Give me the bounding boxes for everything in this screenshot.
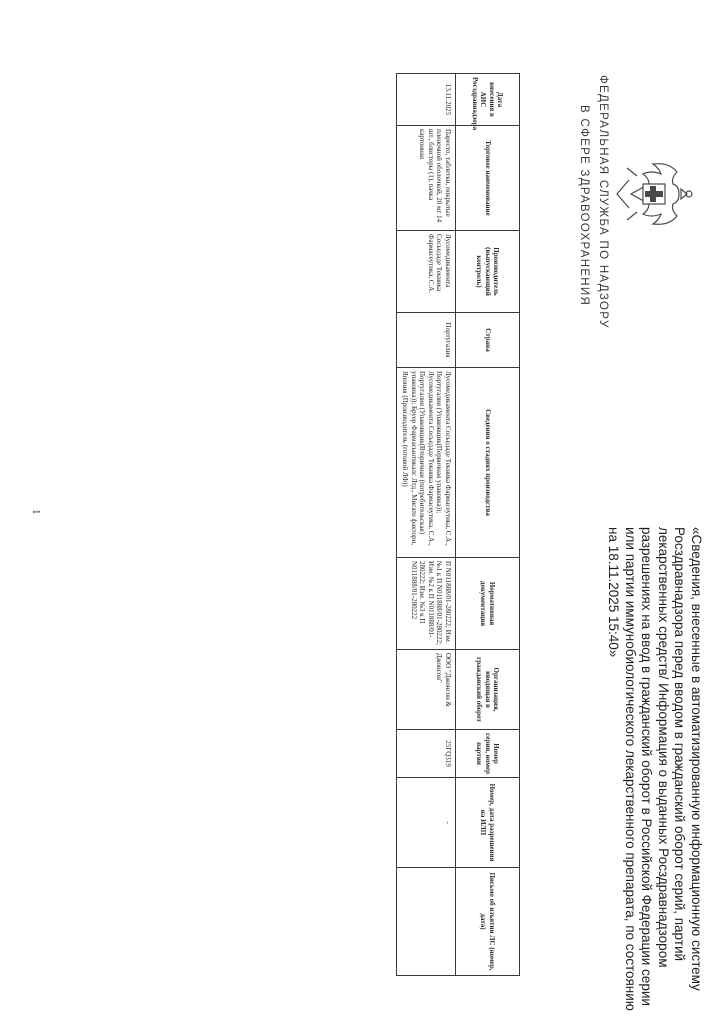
column-header-trade-name: Торговое наименование [456,126,520,231]
cell-country: Португалия [397,313,456,368]
table-header-row [456,74,520,976]
table-row [397,74,456,976]
coat-of-arms-emblem-icon [611,150,699,238]
org-line-2: В СФЕРЕ ЗДРАВООХРАНЕНИЯ [578,105,590,307]
cell-withdrawal [397,868,456,976]
document-title: «Сведения, внесенные в автоматизированную информационную систему Росздравнадзора перед вводом в гражданский оборот серий, партий лекарственных средств/ Информация о выданных Росздравнадзором разрешениях на ввод в гражданский оборот в Российской Федерации серии или партии иммунобиологического лекарственного препарата, по состоянию на 18.11.2025 15:40» [606,527,704,1011]
cell-importer: ООО "Джонсон & Джонсон" [397,650,456,730]
column-header-manufacturer: Производитель (выпускающий контроль) [456,231,520,313]
column-header-importer: Организация, вводящая в гражданский оборот [456,650,520,730]
org-line-1: ФЕДЕРАЛЬНАЯ СЛУЖБА ПО НАДЗОРУ [597,75,609,329]
column-header-stages: Сведения о стадиях производства [456,368,520,558]
organization-name [574,75,612,375]
cell-manufacturer: Лусомедикамента Сосьедаде Текника Фармасеутика, С.А. [397,231,456,313]
batch-register-table [396,73,520,976]
cell-batch: 25ГQ319 [397,730,456,778]
page-number: 1 [30,509,42,515]
cell-permit: - [397,778,456,868]
column-header-normative-docs: Нормативная документация [456,558,520,650]
column-header-withdrawal: Письмо об изъятии ЛС (номер, дата) [456,868,520,976]
cell-stages: Лусомедикамента Сосьедаде Текника Фармасеутика, С.А., Португалия (Упаковщик(Первичная упаковка)); Лусомедикамента Сосьедаде Текника Фармасеутика, С.А., Португалия (Упаковщик(Вторичная (потребительская) упаковка)); Бруер Фармасьютикалс Лтд., Мисато фактори, Япония (Производитель (готовой ЛФ)) [397,368,456,558]
column-header-batch: Номер серии, номер партии [456,730,520,778]
column-header-permit: Номер, дата разрешения на ИЛП [456,778,520,868]
column-header-date: Дата внесения в АИС Росздравнадзора [456,74,520,126]
cell-normative-docs: П N011888/01-280222; Изм. №1 к П N011888/01-280222; Изм. №2 к П N011888/01-280222; Изм. №3 к П N011888/01-280222 [397,558,456,650]
cell-date: 13.11.2025 [397,74,456,126]
column-header-country: Страна [456,313,520,368]
cell-trade-name: Паресто, таблетки, покрытые пленочной оболочкой, 20 мг 14 шт., блистеры (1), пачка картонная [397,126,456,231]
